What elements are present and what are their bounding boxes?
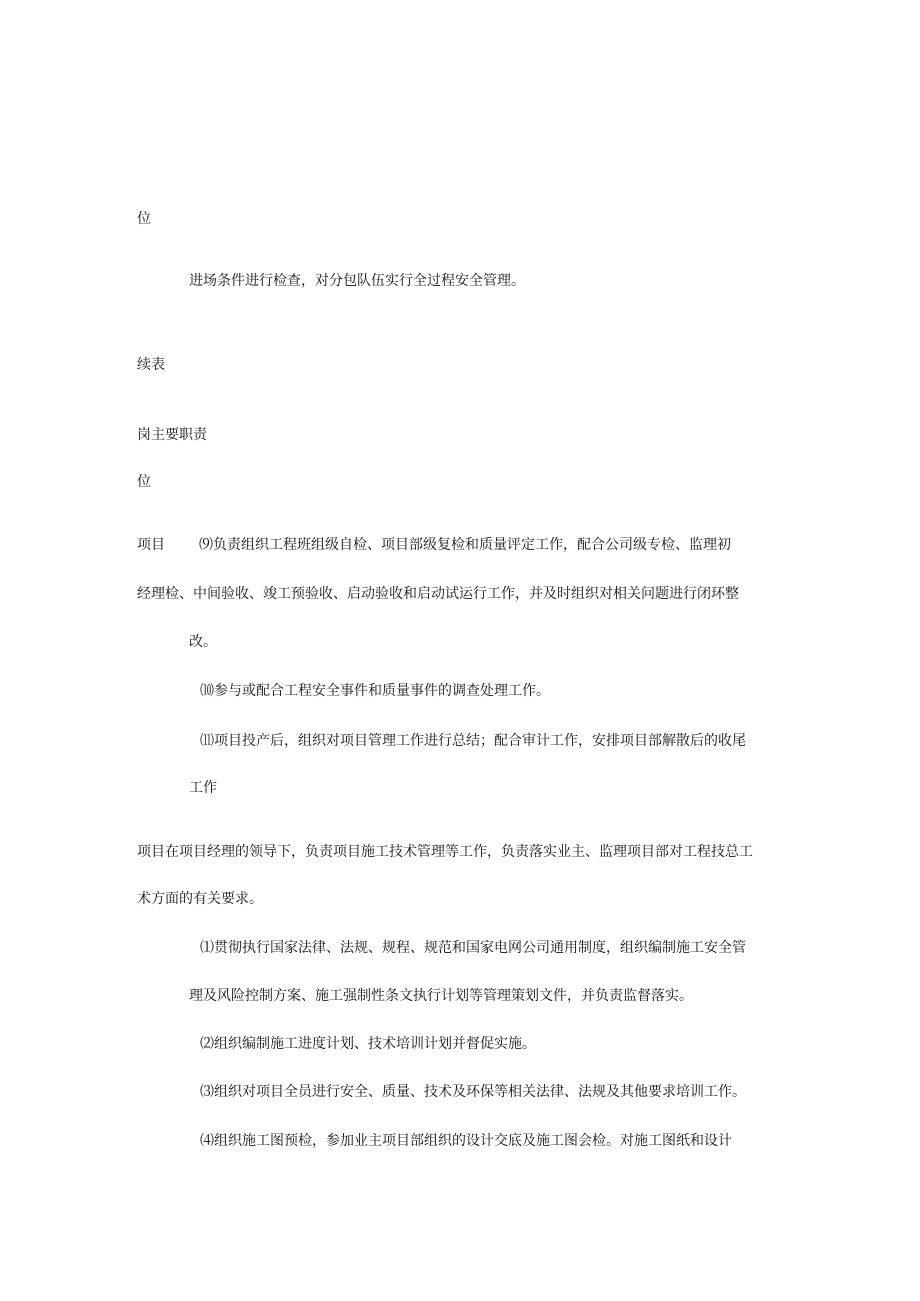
duty-11-line-1: ⑾项目投产后，组织对项目管理工作进行总结；配合审计工作，安排项目部解散后的收尾 [200, 733, 746, 749]
duty-9-line-3: 改。 [189, 634, 217, 650]
duty-10: ⑽参与或配合工程安全事件和质量事件的调查处理工作。 [200, 683, 550, 699]
intro-paragraph: 进场条件进行检查，对分包队伍实行全过程安全管理。 [189, 273, 525, 289]
duty-9-line-2: 经理检、中间验收、竣工预验收、启动验收和启动试运行工作，并及时组织对相关问题进行闭环整 [137, 586, 739, 602]
table-header-position: 位 [137, 474, 151, 490]
row-label-project: 项目 [137, 537, 165, 553]
tech-duty-2: ⑵组织编制施工进度计划、技术培训计划并督促实施。 [200, 1036, 536, 1052]
tech-duty-1-line-1: ⑴贯彻执行国家法律、法规、规程、规范和国家电网公司通用制度，组织编制施工安全管 [200, 940, 746, 956]
duty-9-line-1: ⑼负责组织工程班组级自检、项目部级复检和质量评定工作，配合公司级专检、监理初 [199, 537, 731, 553]
table-header-duties: 岗主要职责 [137, 427, 207, 443]
tech-director-line-1: 项目在项目经理的领导下，负责项目施工技术管理等工作，负责落实业主、监理项目部对工程技总工 [137, 844, 753, 860]
tech-director-line-2: 术方面的有关要求。 [137, 891, 263, 907]
tech-duty-3: ⑶组织对项目全员进行安全、质量、技术及环保等相关法律、法规及其他要求培训工作。 [200, 1084, 746, 1100]
tech-duty-1-line-2: 理及风险控制方案、施工强制性条文执行计划等管理策划文件，并负责监督落实。 [189, 988, 693, 1004]
tech-duty-4: ⑷组织施工图预检，参加业主项目部组织的设计交底及施工图会检。对施工图纸和设计 [200, 1133, 732, 1149]
duty-11-line-2: 工作 [189, 780, 217, 796]
position-label: 位 [137, 211, 151, 227]
continued-table-label: 续表 [137, 357, 165, 373]
